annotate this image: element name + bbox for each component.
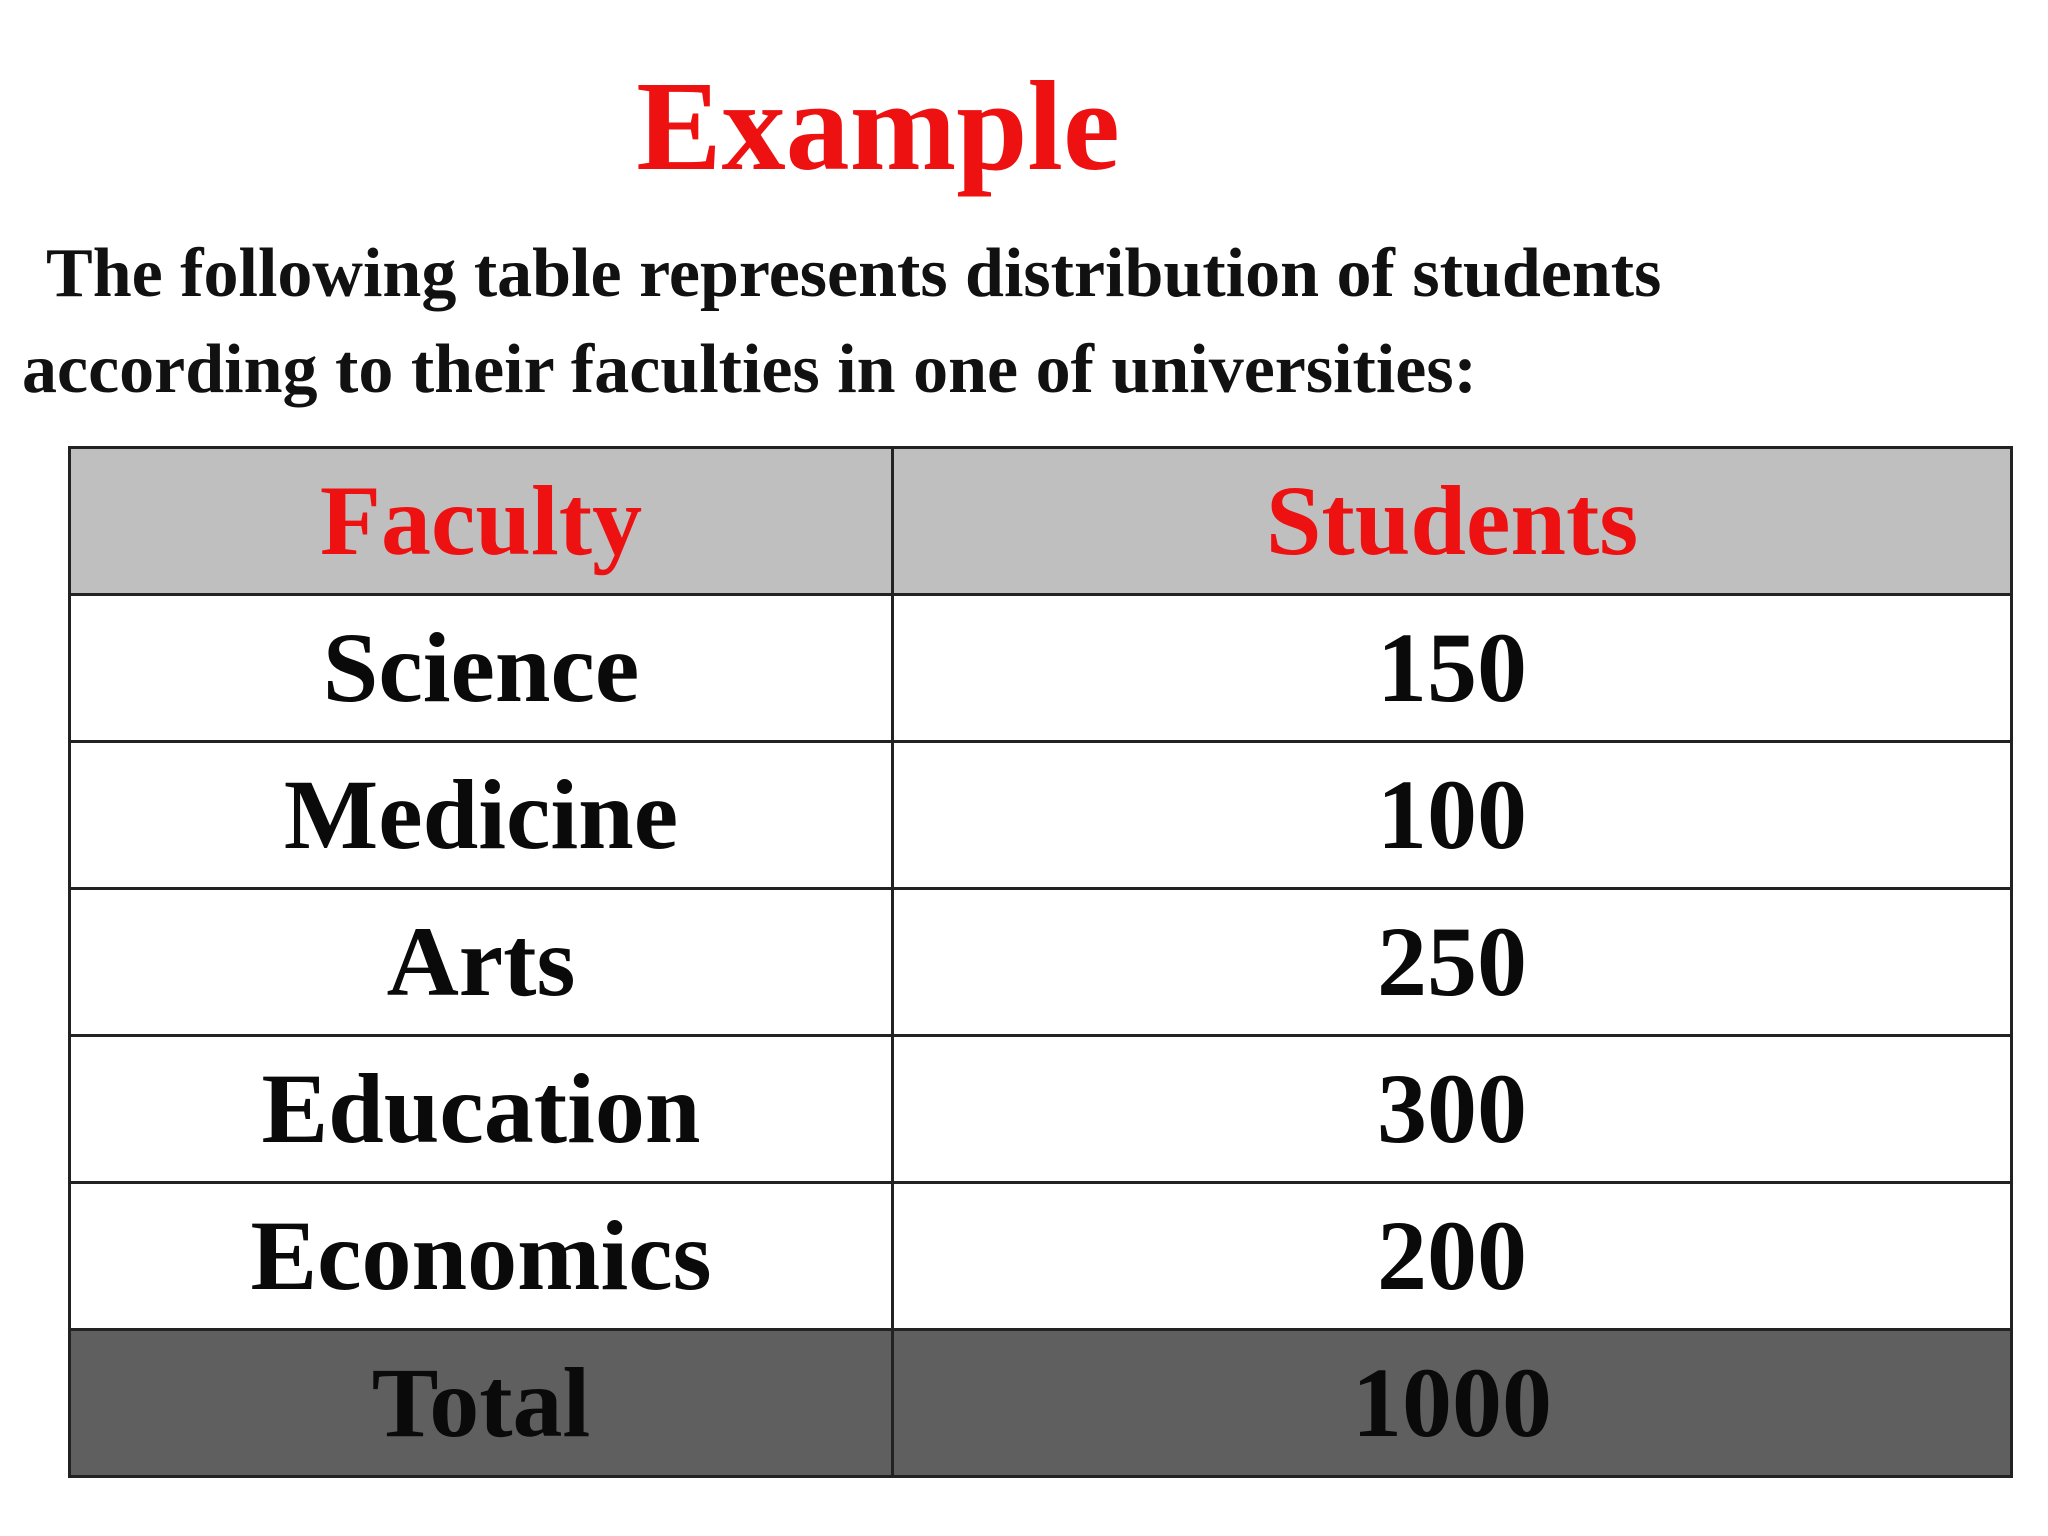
faculty-cell: Education — [70, 1036, 893, 1183]
page-title: Example — [636, 55, 1120, 197]
total-row — [70, 1330, 2012, 1477]
table-row — [70, 742, 2012, 889]
total-value: 1000 — [893, 1330, 2012, 1477]
table-row — [70, 1183, 2012, 1330]
faculty-cell: Science — [70, 595, 893, 742]
intro-text — [22, 226, 2022, 418]
total-label: Total — [70, 1330, 893, 1477]
table-row — [70, 889, 2012, 1036]
table-row — [70, 1036, 2012, 1183]
header-students: Students — [893, 448, 2012, 595]
faculty-cell: Medicine — [70, 742, 893, 889]
intro-line-2: according to their faculties in one of universities: — [22, 331, 1477, 408]
table-row — [70, 595, 2012, 742]
faculty-cell: Economics — [70, 1183, 893, 1330]
table-header-row — [70, 448, 2012, 595]
students-cell: 250 — [893, 889, 2012, 1036]
students-cell: 200 — [893, 1183, 2012, 1330]
header-faculty: Faculty — [70, 448, 893, 595]
students-cell: 150 — [893, 595, 2012, 742]
students-cell: 300 — [893, 1036, 2012, 1183]
students-cell: 100 — [893, 742, 2012, 889]
faculty-cell: Arts — [70, 889, 893, 1036]
intro-line-1: The following table represents distribution of students — [46, 235, 1662, 312]
students-table — [68, 446, 2013, 1478]
